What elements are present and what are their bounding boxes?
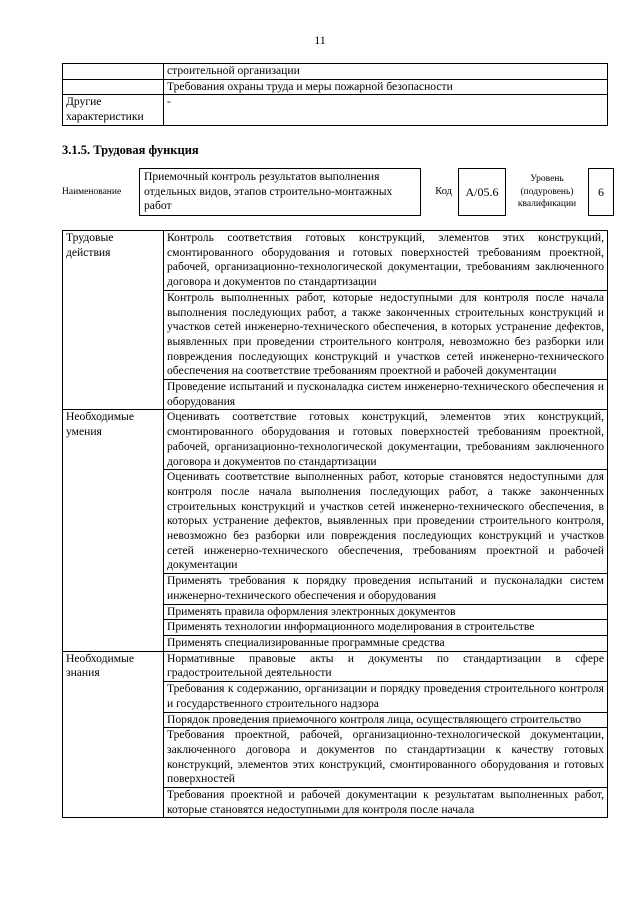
table-row (63, 651, 608, 681)
row-label: Другие характеристики (63, 95, 164, 125)
row-text: - (164, 95, 608, 125)
section-title: 3.1.5. Трудовая функция (62, 143, 199, 157)
table-cell: Применять требования к порядку проведения испытаний и пусконаладки систем инженерно-технического обеспечения и оборудования (164, 574, 608, 604)
table-cell: Применять технологии информационного моделирования в строительстве (164, 620, 608, 636)
table-cell: Применять правила оформления электронных документов (164, 604, 608, 620)
table-row (63, 64, 608, 80)
table-cell: Контроль выполненных работ, которые недоступными для контроля после начала выполнения последующих работ, а также законченных строительных конструкций и участков сетей инженерно-технического обеспечения, в которых устранение дефектов, выявленных при проведении строительного контроля, невозможно без разборки или повреждения последующих конструкций и участков сетей инженерно-технического обеспечения на соответствие требованиям проектной и рабочей документации (164, 290, 608, 379)
table-cell: Проведение испытаний и пусконаладка систем инженерно-технического обеспечения и оборудования (164, 380, 608, 410)
previous-function-table (62, 63, 608, 126)
table-cell: Нормативные правовые акты и документы по стандартизации в сфере градостроительной деятельности (164, 651, 608, 681)
table-cell: Оценивать соответствие выполненных работ, которые становятся недоступными для контроля после начала выполнения последующих работ, а также законченных строительных конструкций и участков сетей инженерно-технического обеспечения, в которых устранение дефектов, выявленных при проведении строительного контроля, невозможно без разборки или повреждения последующих конструкций и участков сетей инженерно-технического обеспечения, требованиям проектной и рабочей документации (164, 470, 608, 574)
row-label (63, 64, 164, 80)
code-label: Код (435, 185, 452, 197)
table-cell: Оценивать соответствие готовых конструкций, элементов этих конструкций, смонтированного оборудования и готовых поверхностей требованиям проектной, рабочей, организационно-технологической документации, требованиям заключенного договора и документов по стандартизации (164, 410, 608, 470)
level-label: Уровень (подуровень) квалификации (517, 174, 577, 210)
group-label: Трудовые действия (63, 231, 164, 410)
table-cell: Требования к содержанию, организации и порядку проведения строительного контроля и государственного строительного надзора (164, 682, 608, 712)
qualification-level: 6 (589, 169, 614, 216)
table-cell: Требования проектной, рабочей, организационно-технологической документации, заключенного договора и документов по стандартизации к качеству готовых конструкций, элементов этих конструкций, смонтированного оборудования и готовых поверхностей (164, 728, 608, 788)
table-row (63, 410, 608, 470)
table-row (63, 79, 608, 95)
function-name: Приемочный контроль результатов выполнения отдельных видов, этапов строительно-монтажных работ (140, 169, 421, 216)
group-label: Необходимые умения (63, 410, 164, 651)
group-label: Необходимые знания (63, 651, 164, 818)
function-code: А/05.6 (459, 169, 506, 216)
function-details-table (62, 230, 608, 818)
table-cell: Применять специализированные программные средства (164, 635, 608, 651)
page-number: 11 (314, 33, 326, 47)
table-cell: Контроль соответствия готовых конструкций, элементов этих конструкций, смонтированного оборудования и готовых поверхностей требованиям проектной, рабочей, организационно-технологической документации, требованиям заключенного договора и документов по стандартизации (164, 231, 608, 291)
table-row (63, 95, 608, 125)
row-text: Требования охраны труда и меры пожарной безопасности (164, 79, 608, 95)
row-label (63, 79, 164, 95)
name-label: Наименование (62, 186, 122, 197)
table-cell: Требования проектной и рабочей документации к результатам выполненных работ, которые становятся недоступными для контроля после начала (164, 788, 608, 818)
table-row (63, 231, 608, 291)
table-cell: Порядок проведения приемочного контроля лица, осуществляющего строительство (164, 712, 608, 728)
function-header-table (62, 168, 614, 216)
row-text: строительной организации (164, 64, 608, 80)
